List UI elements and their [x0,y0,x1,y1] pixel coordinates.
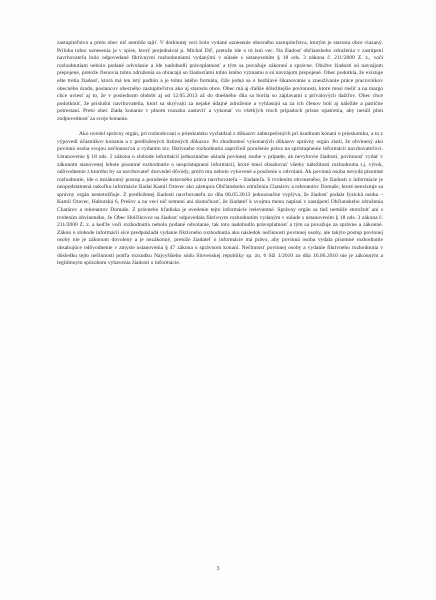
paragraph-continuation: zastupiteľstvo a preto obec nič nemôže tajiť. V dotknutej veci bolo vydané uznesenie obecného zastupiteľstva, ktorým je starosta obce viazaný. Príloha tohto uznesenia je v spise, ktorý prejednával p. Michal Diľ, pretože ide o tú istú vec. Na žiadosť občianskeho združenia v zastúpení navrhovateľa bolo odpovedané fiktívnymi rozhodnutiami vydanými v súlade s ustanovením § 18 ods. 3 zákona č. 211/2000 Z. z., voči rozhodnutiam nebolo podané odvolanie a ide nadobudli právoplatnosť a tým sa považuje zákonné a správne. Obidve žiadosti sú navzájom prepojené, pretože členovia tohto združenia sa obracajú so žiadosťami tohto istého významu a sú navzájom prepojené. Obec podotkla, že existuje ešte tretia žiadosť, ktorá má ten istý podtón a je tohto istého formátu, čiže jedná sa o bezhlavé šikanovanie a zneužívanie práce pracovníkov obecného úradu, poslancov obecného zastupiteľstva ako aj starostu obce. Obec má aj ďalšie dôležitejšie povinnosti, ktoré musí riešiť a na margo chce uviesť aj to, že v poslednom období aj od 12.05.2013 až do dnešného dňa sa borila so záplavami z prívalových dažďov. Obec chce podotknúť, že príslušní navrhovatelia, ktorí sa skrývajú za nejaké údajné združenie a vyhlasujú sa za ich členov boli aj náležite a patrične potrestaní. Preto obec žiada konanie v plnom rozsahu zastaviť a vykonať vo všetkých troch prípadoch prísne opatrenia, aby nesúli plnú zodpovednosť za svoje konanie. [57,40,383,122]
document-body [57,40,383,268]
page-number: 3 [216,566,220,572]
paragraph-gap [57,124,383,132]
paragraph-reasoning: Ako uvedol správny orgán, pri rozhodovaní o prieskumku vychádzal z dôkazov zabezpečených pri úsudnom konaní o prieskumku, a to z výpovedí účastníkov konania a z predložených listinných dôkazov. Po zhodnotení vykonaných dôkazov správny orgán zistil, že obvinený ako povinná osoba svojou nečinnosťou a vydaním tzv. fiktívneho rozhodnutia zapríčinil porušenie práva na sprístupnenie informácií navrhovateľovi. Ustanovenie § 18 ods. 2 zákona o slobode informácií jednoznačne ukladá povinnej osobe v prípade, ak nevyhovie žiadosti, povinnosť vydať v zákonom stanovenej lehote písomné rozhodnutie o nesprístupnení informácií, ktoré musí obsahovať všetky náležitosti rozhodnutia t.j. výrok, odôvodnenie z ktorého by sa navrhovateľ dozvedel dôvody, prečo mu nebolo vyhovené a poučenie o odvolaní. Ak povinná osoba nevydá písomné rozhodnutie, ide o nezákonný postup a porušenie ústavného práva navrhovateľa – žiadateľa. S tvrdením obvineného, že žiadosti o informácie je neopodstatnená nakoľko informácie žiadal Kamil Oravec ako zástupca Občianskeho združenia Chatárov a rekreantov Domaše, ktoré neexistuje sa správny orgán nestotožňuje. Z predloženej žiadosti navrhovateľa zo dňa 06.05.2013 jednoznačne vyplýva, že žiadosť podala fyzická osoba – Kamil Oravec, Haburská 6, Prešov a na veci nič nemení ani skutočnosť, že žiadateľ k svojmu menu napísal v zastúpení Občianskeho združenia Chatárov a rekreantov Domaše. Z právneho hľadiska je uvedenie tejto informácie irelevantné. Správny orgán sa tiež nemôže stotožniť ani s tvrdením obvineného, že Obec Holčikovce na žiadosť odpovedala fiktívnym rozhodnutím vydaným v súlade s ustanovením § 18 ods. 3 zákona č. 211/2000 Z. z. a keďže voči rozhodnutiu nebolo podané odvolanie, tak toto nadobudlo právoplatnosť a tým sa považuje za správne a zákonné. Zákon o slobode informácií síce predpokladá vydanie fiktívneho rozhodnutia ako následok nečinnosti povinnej osoby, ale takýto postup povinnej osoby nie je zákonom dovolený a je nezákonný, pretože žiadateľ o informácie má právo, aby povinná osoba vydala písomné rozhodnutie obsahujúce odôvodnenie v zmysle ustanovenia § 47 zákona o správnom konaní. Nečinnosť povinnej osoby a vydanie fiktívneho rozhodnutia v dôsledku tejto nečinnosti podľa rozsudku Najvyššieho súdu Slovenskej republiky sp. zn. 6 Sži 1/2010 zo dňa 16.06.2010 nie je zákonným a legitímnym spôsobom vybavenia žiadosti o informácie. [57,131,383,267]
